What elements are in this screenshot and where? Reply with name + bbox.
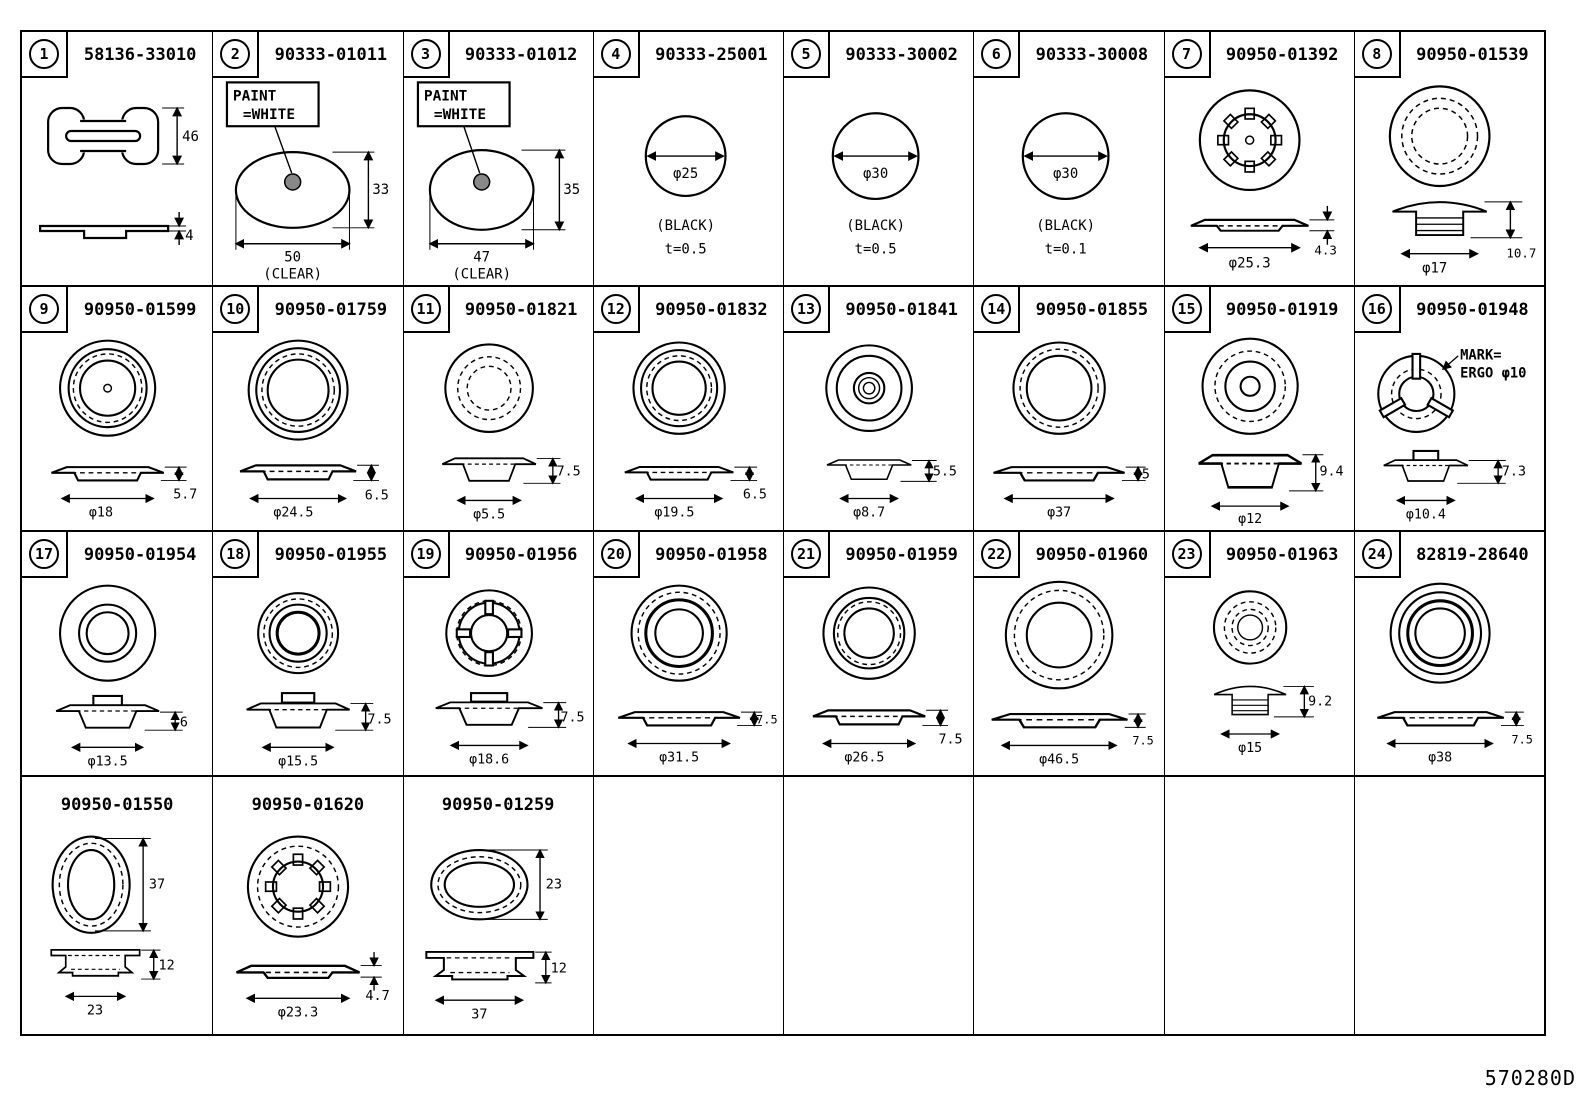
part-drawing-11 <box>404 333 593 528</box>
part-cell-6 <box>973 32 1163 285</box>
part-cell-16 <box>1354 285 1544 530</box>
part-cell-19 <box>403 530 593 775</box>
part-drawing-24 <box>1355 578 1544 773</box>
part-cell-7 <box>1164 32 1354 285</box>
dim-label: φ25 <box>672 166 698 183</box>
item-number-badge <box>213 287 259 333</box>
part-number: 90950-01955 <box>274 545 388 565</box>
item-number-badge <box>22 532 68 578</box>
part-drawing-21 <box>784 578 973 773</box>
part-cell-17 <box>22 530 212 775</box>
dim-label: 7.5 <box>755 712 778 727</box>
item-number-badge <box>784 32 830 78</box>
part-cell-23 <box>1164 530 1354 775</box>
item-number-badge <box>213 532 259 578</box>
thickness-note: t=0.1 <box>1044 241 1087 258</box>
dim-label: φ5.5 <box>472 507 505 523</box>
dim-label: 7.5 <box>1511 732 1533 747</box>
dim-label: 37 <box>470 1006 487 1023</box>
dim-label: 46 <box>182 129 199 145</box>
item-number: 8 <box>1362 39 1392 69</box>
part-drawing-5 <box>784 78 973 283</box>
item-number: 15 <box>1172 294 1202 324</box>
empty-cell <box>1354 775 1544 1034</box>
part-cell-20 <box>593 530 783 775</box>
part-drawing-18 <box>213 578 402 773</box>
dim-label: 7.5 <box>938 732 963 748</box>
item-number: 10 <box>220 294 250 324</box>
part-number: 90950-01841 <box>845 300 958 320</box>
parts-table <box>20 30 1546 1036</box>
part-number: 90950-01259 <box>441 795 555 815</box>
mark-note: MARK= <box>1459 347 1502 364</box>
item-number: 23 <box>1172 539 1202 569</box>
item-number-badge <box>594 32 640 78</box>
item-number: 19 <box>411 539 441 569</box>
part-number: 90333-25001 <box>655 45 768 65</box>
dim-label: φ38 <box>1427 750 1452 766</box>
part-drawing-14 <box>974 333 1163 528</box>
part-cell-11 <box>403 285 593 530</box>
dim-label: 4 <box>185 228 194 244</box>
dim-label: φ8.7 <box>853 505 886 521</box>
part-cell-22 <box>973 530 1163 775</box>
part-cell-13 <box>783 285 973 530</box>
part-drawing-20 <box>594 578 783 773</box>
paint-note: PAINT <box>233 88 277 105</box>
dim-label: φ12 <box>1237 512 1262 528</box>
part-cell-4 <box>593 32 783 285</box>
part-drawing-22 <box>974 578 1163 773</box>
color-note: (BLACK) <box>1036 217 1096 234</box>
item-number-badge <box>1165 287 1211 333</box>
dim-label: 33 <box>372 181 390 198</box>
dim-label: φ24.5 <box>273 505 314 521</box>
dim-label: φ15 <box>1237 741 1262 757</box>
part-number: 90950-01960 <box>1035 545 1149 565</box>
color-note: (CLEAR) <box>263 266 323 283</box>
dim-label: φ25.3 <box>1228 255 1271 272</box>
part-number: 90950-01919 <box>1225 300 1339 320</box>
part-number: 90950-01963 <box>1225 545 1339 565</box>
paint-note: PAINT <box>423 88 467 105</box>
item-number-badge <box>1355 32 1401 78</box>
dim-label: 5 <box>1142 467 1151 483</box>
item-number-badge <box>1355 532 1401 578</box>
item-number: 9 <box>29 294 59 324</box>
item-number-badge <box>594 532 640 578</box>
dim-label: 7.5 <box>367 712 392 728</box>
part-drawing-1 <box>22 78 212 283</box>
item-number-badge <box>974 287 1020 333</box>
part-drawing-13 <box>784 333 973 528</box>
dim-label: 6 <box>179 715 188 731</box>
dim-label: 4.7 <box>365 988 390 1005</box>
dim-label: φ15.5 <box>278 754 319 770</box>
item-number: 20 <box>601 539 631 569</box>
dim-label: φ10.4 <box>1405 507 1446 523</box>
part-cell-24 <box>1354 530 1544 775</box>
item-number: 17 <box>29 539 59 569</box>
thickness-note: t=0.5 <box>854 241 897 258</box>
color-note: (BLACK) <box>656 217 715 234</box>
item-number: 4 <box>601 39 631 69</box>
dim-label: 4.3 <box>1313 242 1337 258</box>
part-drawing-17 <box>22 578 212 773</box>
paint-note: =WHITE <box>243 107 296 124</box>
part-drawing-2 <box>213 78 402 283</box>
dim-label: φ23.3 <box>277 1004 319 1021</box>
dim-label: φ18 <box>88 505 113 521</box>
item-number: 13 <box>791 294 821 324</box>
item-number: 16 <box>1362 294 1392 324</box>
dim-label: 5.7 <box>173 487 198 503</box>
dim-label: 9.4 <box>1319 464 1344 480</box>
dim-label: φ19.5 <box>654 505 695 521</box>
item-number: 22 <box>981 539 1011 569</box>
part-number: 90950-01954 <box>83 545 197 565</box>
part-cell-15 <box>1164 285 1354 530</box>
part-cell-21 <box>783 530 973 775</box>
part-cell-18 <box>212 530 402 775</box>
part-drawing-9 <box>22 333 212 528</box>
part-number: 90950-01599 <box>83 300 197 320</box>
part-drawing-3 <box>404 78 593 283</box>
dim-label: 9.2 <box>1307 694 1332 710</box>
dim-label: 50 <box>284 249 302 266</box>
empty-cell <box>593 775 783 1034</box>
color-note: (BLACK) <box>846 217 906 234</box>
item-number-badge <box>784 287 830 333</box>
item-number-badge <box>404 532 450 578</box>
item-number: 3 <box>411 39 441 69</box>
dim-label: φ30 <box>863 166 889 183</box>
part-cell-25 <box>22 775 212 1034</box>
part-number: 90950-01539 <box>1416 45 1529 65</box>
item-number-badge <box>22 287 68 333</box>
dim-label: 6.5 <box>364 488 389 504</box>
item-number: 21 <box>791 539 821 569</box>
dim-label: 12 <box>550 960 567 977</box>
item-number: 7 <box>1172 39 1202 69</box>
dim-label: φ18.6 <box>468 752 509 768</box>
dim-label: 35 <box>562 181 580 198</box>
dim-label: 7.5 <box>559 710 584 726</box>
part-cell-5 <box>783 32 973 285</box>
part-number: 90950-01958 <box>655 545 768 565</box>
part-number: 90333-30008 <box>1035 45 1149 65</box>
part-drawing-15 <box>1165 333 1354 528</box>
item-number-badge <box>594 287 640 333</box>
empty-cell <box>783 775 973 1034</box>
part-cell-26 <box>212 775 402 1034</box>
dim-label: 23 <box>545 876 562 893</box>
document-code: 570280D <box>1484 1066 1576 1090</box>
part-number: 82819-28640 <box>1416 545 1529 565</box>
part-number: 90333-01011 <box>274 45 388 65</box>
part-drawing-10 <box>213 333 402 528</box>
item-number: 6 <box>981 39 1011 69</box>
part-drawing-12 <box>594 333 783 528</box>
part-drawing-19 <box>404 578 593 773</box>
dim-label: 37 <box>148 876 166 893</box>
dim-label: 6.5 <box>742 487 767 503</box>
item-number-badge <box>1165 532 1211 578</box>
item-number: 12 <box>601 294 631 324</box>
item-number: 24 <box>1362 539 1392 569</box>
dim-label: 7.3 <box>1501 464 1526 480</box>
item-number: 18 <box>220 539 250 569</box>
item-number: 14 <box>981 294 1011 324</box>
part-number: 90950-01956 <box>464 545 578 565</box>
part-cell-12 <box>593 285 783 530</box>
item-number-badge <box>404 287 450 333</box>
part-number: 90950-01821 <box>464 300 578 320</box>
part-drawing-7 <box>1165 78 1354 283</box>
dim-label: 12 <box>158 957 175 974</box>
part-number: 90333-30002 <box>845 45 958 65</box>
paint-note: =WHITE <box>433 107 486 124</box>
part-cell-10 <box>212 285 402 530</box>
part-drawing-26 <box>213 825 402 1032</box>
part-number: 90950-01550 <box>60 795 174 815</box>
part-cell-27 <box>403 775 593 1034</box>
part-drawing-23 <box>1165 578 1354 773</box>
thickness-note: t=0.5 <box>664 241 707 258</box>
part-drawing-4 <box>594 78 783 283</box>
item-number-badge <box>213 32 259 78</box>
item-number: 5 <box>791 39 821 69</box>
part-number: 90950-01948 <box>1416 300 1529 320</box>
part-number: 90950-01855 <box>1035 300 1149 320</box>
item-number-badge <box>1355 287 1401 333</box>
part-number: 90950-01832 <box>655 300 768 320</box>
part-drawing-16 <box>1355 333 1544 528</box>
dim-label: 10.7 <box>1506 245 1537 261</box>
color-note: (CLEAR) <box>451 266 511 283</box>
dim-label: φ46.5 <box>1039 752 1080 768</box>
item-number-badge <box>974 532 1020 578</box>
part-cell-2 <box>212 32 402 285</box>
item-number-badge <box>22 32 68 78</box>
part-number: 90950-01759 <box>274 300 388 320</box>
dim-label: φ31.5 <box>658 750 699 766</box>
part-number: 90950-01620 <box>251 795 365 815</box>
item-number: 11 <box>411 294 441 324</box>
dim-label: 7.5 <box>1132 733 1155 748</box>
part-drawing-27 <box>404 825 593 1032</box>
dim-label: φ17 <box>1421 260 1448 277</box>
part-cell-3 <box>403 32 593 285</box>
empty-cell <box>1164 775 1354 1034</box>
dim-label: φ37 <box>1047 505 1072 521</box>
part-cell-14 <box>973 285 1163 530</box>
dim-label: φ26.5 <box>844 750 885 766</box>
part-cell-9 <box>22 285 212 530</box>
dim-label: 23 <box>86 1002 104 1019</box>
part-number: 58136-33010 <box>83 45 197 65</box>
part-drawing-25 <box>22 825 212 1032</box>
item-number: 1 <box>29 39 59 69</box>
empty-cell <box>973 775 1163 1034</box>
part-drawing-6 <box>974 78 1163 283</box>
part-number: 90950-01959 <box>845 545 958 565</box>
item-number-badge <box>404 32 450 78</box>
part-number: 90950-01392 <box>1225 45 1339 65</box>
dim-label: 7.5 <box>556 464 581 480</box>
part-cell-1 <box>22 32 212 285</box>
dim-label: 5.5 <box>932 464 957 480</box>
dim-label: φ30 <box>1053 166 1079 183</box>
item-number: 2 <box>220 39 250 69</box>
part-drawing-8 <box>1355 78 1544 283</box>
mark-note: ERGO φ10 <box>1459 365 1527 382</box>
dim-label: 47 <box>472 249 490 266</box>
part-cell-8 <box>1354 32 1544 285</box>
part-number: 90333-01012 <box>464 45 578 65</box>
item-number-badge <box>974 32 1020 78</box>
dim-label: φ13.5 <box>87 754 128 770</box>
item-number-badge <box>1165 32 1211 78</box>
item-number-badge <box>784 532 830 578</box>
